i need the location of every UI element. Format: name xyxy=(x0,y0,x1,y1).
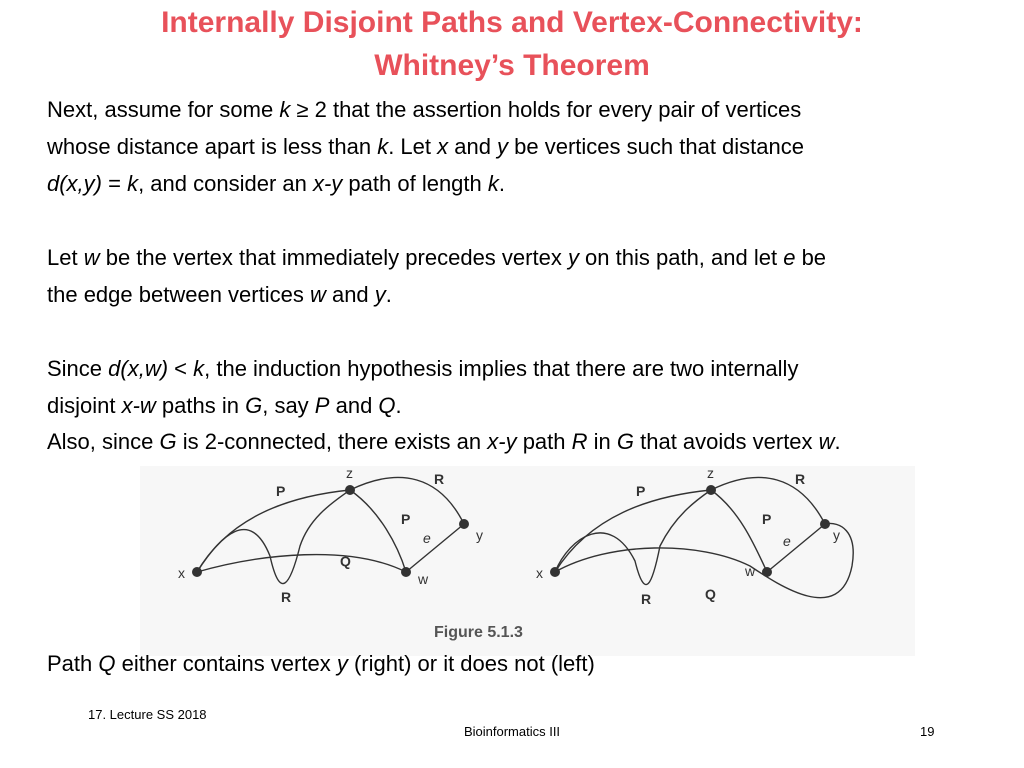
paragraph-1-line-2: whose distance apart is less than k. Let x and y be vertices such that distance xyxy=(47,134,804,159)
right-path-p-upper xyxy=(555,490,711,572)
left-path-p-lower xyxy=(350,490,406,572)
right-vertex-z xyxy=(706,485,716,495)
right-label-z: z xyxy=(707,466,714,481)
left-vertex-w xyxy=(401,567,411,577)
left-label-r-lower: R xyxy=(281,589,292,605)
footer-course: Bioinformatics III xyxy=(463,724,561,739)
left-label-p-upper: P xyxy=(276,483,286,499)
left-label-q: Q xyxy=(340,553,351,569)
left-label-e: e xyxy=(423,530,431,546)
right-label-r-lower: R xyxy=(641,591,652,607)
right-label-q: Q xyxy=(705,586,716,602)
left-vertex-y xyxy=(459,519,469,529)
right-graph xyxy=(555,477,853,597)
left-edge-e xyxy=(406,524,464,572)
paragraph-3-line-2: disjoint x-w paths in G, say P and Q. xyxy=(47,393,402,418)
right-vertex-y xyxy=(820,519,830,529)
left-label-z: z xyxy=(346,466,353,481)
left-label-r-upper: R xyxy=(434,471,445,487)
left-path-r-wave xyxy=(197,490,350,584)
figure-caption: Figure 5.1.3 xyxy=(434,624,523,641)
left-label-y: y xyxy=(476,527,483,543)
paragraph-1-line-3: d(x,y) = k, and consider an x-y path of length k. xyxy=(47,171,505,196)
left-vertex-z xyxy=(345,485,355,495)
title-line-2: Whitney’s Theorem xyxy=(374,49,650,82)
right-label-r-upper: R xyxy=(795,471,806,487)
right-label-p-lower: P xyxy=(762,511,772,527)
footer-page-number: 19 xyxy=(920,724,935,739)
graph-figure-svg xyxy=(140,466,915,656)
right-label-w: w xyxy=(745,563,756,579)
left-label-p-lower: P xyxy=(401,511,411,527)
right-label-x: x xyxy=(536,565,543,581)
figure-5-1-3 xyxy=(140,466,915,656)
paragraph-2-line-1: Let w be the vertex that immediately precedes vertex y on this path, and let e be xyxy=(47,245,827,270)
paragraph-2-line-2: the edge between vertices w and y. xyxy=(47,282,392,307)
left-label-x: x xyxy=(178,565,185,581)
right-path-p-lower xyxy=(711,490,767,572)
conclusion-line: Path Q either contains vertex y (right) or it does not (left) xyxy=(47,651,595,676)
right-label-e: e xyxy=(783,533,791,549)
left-label-w: w xyxy=(418,571,429,587)
left-path-q xyxy=(197,555,406,572)
right-edge-e xyxy=(767,524,825,572)
right-label-p-upper: P xyxy=(636,483,646,499)
right-vertex-x xyxy=(550,567,560,577)
left-path-p-upper xyxy=(197,490,350,572)
title-line-1: Internally Disjoint Paths and Vertex-Connectivity: xyxy=(161,6,863,39)
paragraph-3-line-3: Also, since G is 2-connected, there exists an x-y path R in G that avoids vertex w. xyxy=(47,429,841,454)
left-labels xyxy=(178,466,483,605)
paragraph-1-line-1: Next, assume for some k ≥ 2 that the assertion holds for every pair of vertices xyxy=(47,97,802,122)
right-label-y: y xyxy=(833,527,840,543)
right-path-r-wave xyxy=(555,490,711,585)
left-vertex-x xyxy=(192,567,202,577)
footer-lecture: 17. Lecture SS 2018 xyxy=(88,707,207,722)
paragraph-3-line-1: Since d(x,w) < k, the induction hypothesis implies that there are two internally xyxy=(47,356,799,381)
right-vertex-w xyxy=(762,567,772,577)
